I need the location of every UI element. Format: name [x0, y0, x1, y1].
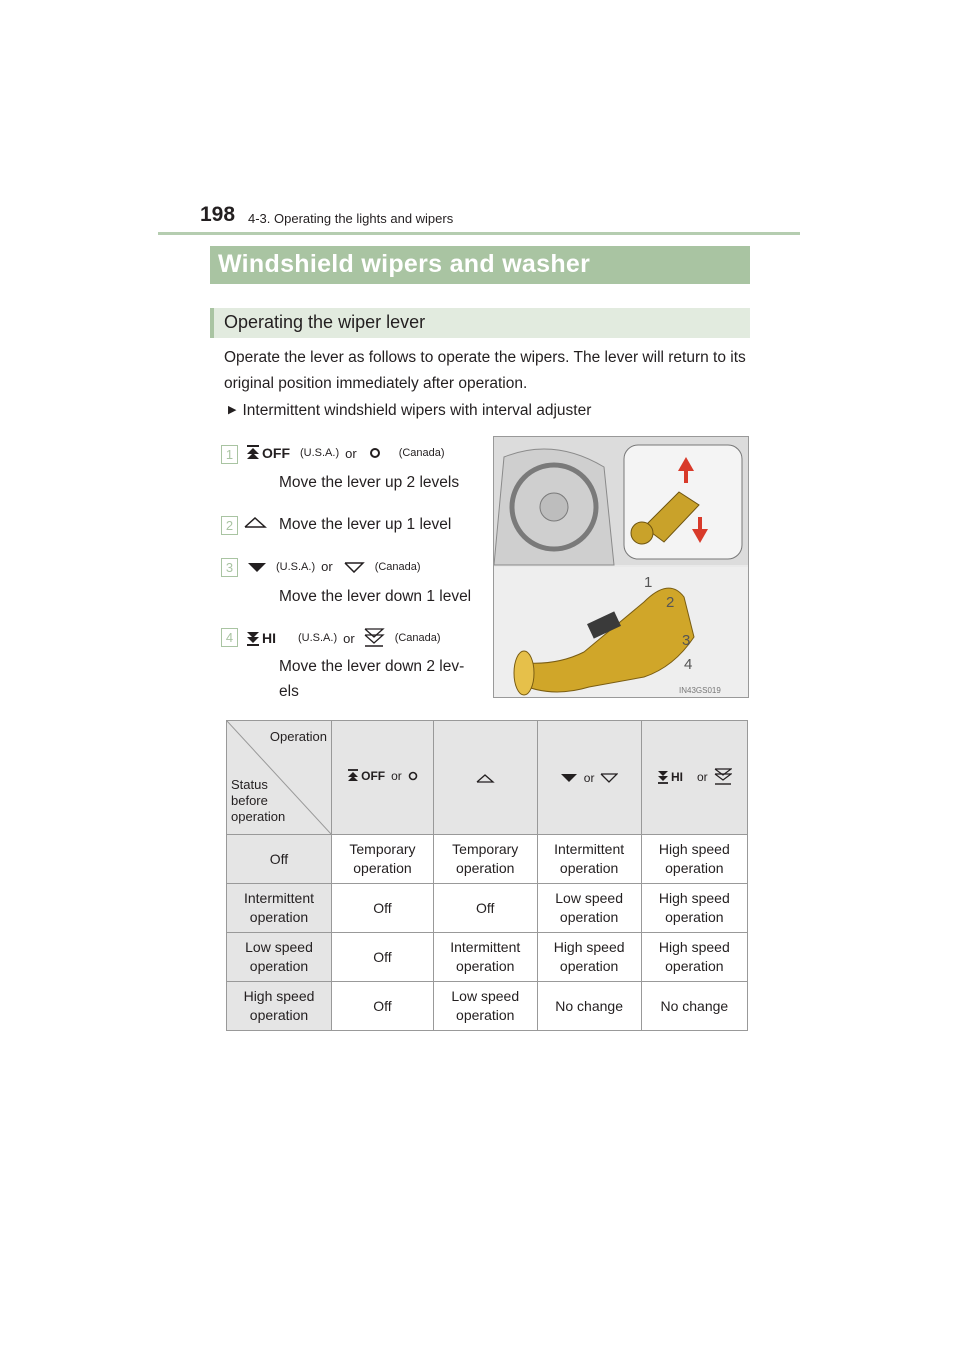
position-number-1: 1 — [221, 445, 238, 464]
hi-symbol-label: HI — [262, 630, 276, 646]
row-status: Intermittent operation — [227, 884, 332, 933]
page-number: 198 — [200, 203, 236, 226]
table-cell: Low speed operation — [537, 884, 641, 933]
intermittent-down-icon — [560, 773, 578, 783]
hi-symbol-label: HI — [671, 770, 683, 784]
wiper-operation-table — [226, 720, 748, 1031]
canada-label: (Canada) — [374, 560, 421, 573]
or-label: or — [343, 630, 355, 646]
off-symbol-label: OFF — [262, 445, 290, 461]
section-title-bar — [210, 246, 750, 284]
table-cell: Intermittent operation — [433, 933, 537, 982]
position-1-description: Move the lever up 2 levels — [279, 474, 460, 491]
wiper-lever-illustration — [493, 436, 749, 698]
mist-up-icon — [243, 516, 267, 528]
intermittent-down-outline-icon — [343, 561, 365, 573]
table-cell: Off — [332, 933, 434, 982]
position-4-description: Move the lever down 2 lev-els — [279, 658, 465, 700]
or-label: or — [583, 770, 595, 785]
position-3-description: Move the lever down 1 level — [279, 588, 472, 605]
table-cell: Off — [332, 982, 434, 1031]
mist-up-icon — [475, 773, 495, 783]
row-status: High speed operation — [227, 982, 332, 1031]
double-down-arrow-icon — [246, 630, 260, 646]
table-cell: Off — [332, 884, 434, 933]
table-row — [227, 835, 748, 884]
table-header-row — [227, 721, 748, 835]
table-cell: No change — [537, 982, 641, 1031]
table-row — [227, 933, 748, 982]
or-label: or — [697, 770, 708, 784]
table-cell: Temporary operation — [332, 835, 434, 884]
svg-text:IN43GS019: IN43GS019 — [679, 686, 721, 695]
or-label: or — [391, 769, 402, 783]
table-cell: High speed operation — [537, 933, 641, 982]
subsection-title: Operating the wiper lever — [224, 312, 426, 332]
table-row — [227, 884, 748, 933]
bullet-triangle-icon: ▶ — [228, 404, 237, 416]
column-header-mist — [433, 721, 537, 835]
table-corner-cell — [227, 721, 332, 835]
table-cell: High speed operation — [641, 884, 747, 933]
position-number-2: 2 — [221, 516, 238, 535]
svg-text:3: 3 — [682, 632, 691, 649]
high-speed-down-outline-icon — [363, 628, 385, 648]
usa-label: (U.S.A.) — [300, 447, 340, 459]
intro-paragraph: Operate the lever as follows to operate the wipers. The lever will return to its original position immediately after operation. — [224, 349, 746, 392]
section-title: Windshield wipers and washer — [218, 250, 591, 278]
table-cell: High speed operation — [641, 933, 747, 982]
chapter-title: 4-3. Operating the lights and wipers — [248, 211, 454, 226]
row-status: Off — [227, 835, 332, 884]
column-header-off — [332, 721, 434, 835]
position-1-symbols — [246, 445, 445, 461]
svg-text:1: 1 — [644, 574, 653, 591]
canada-label: (Canada) — [398, 447, 445, 459]
or-label: or — [345, 445, 357, 461]
off-symbol-label: OFF — [361, 769, 386, 783]
table-cell: No change — [641, 982, 747, 1031]
or-label: or — [321, 559, 333, 574]
table-cell: Low speed operation — [433, 982, 537, 1031]
table-cell: High speed operation — [641, 835, 747, 884]
table-cell: Intermittent operation — [537, 835, 641, 884]
usa-label: (U.S.A.) — [298, 632, 338, 644]
corner-operation-label: Operation — [269, 729, 327, 744]
column-header-intermittent — [537, 721, 641, 835]
table-cell: Off — [433, 884, 537, 933]
usa-label: (U.S.A.) — [276, 560, 316, 573]
position-3-symbols — [246, 559, 421, 574]
lever-illustration-drawing — [494, 437, 748, 697]
off-circle-icon — [369, 447, 381, 459]
row-status: Low speed operation — [227, 933, 332, 982]
svg-text:4: 4 — [684, 656, 693, 673]
column-header-high — [641, 721, 747, 835]
bullet-text: Intermittent windshield wipers with interval adjuster — [242, 402, 592, 419]
position-4-symbols — [246, 628, 441, 648]
corner-status-label: Status before operation — [231, 777, 286, 824]
svg-text:2: 2 — [666, 594, 675, 611]
position-2-description: Move the lever up 1 level — [279, 516, 452, 533]
canada-label: (Canada) — [394, 632, 441, 644]
table-cell: Temporary operation — [433, 835, 537, 884]
header-divider — [158, 232, 800, 235]
intermittent-down-icon — [246, 561, 268, 573]
table-row — [227, 982, 748, 1031]
position-number-4: 4 — [221, 628, 238, 647]
double-up-arrow-icon — [347, 769, 359, 783]
intermittent-down-outline-icon — [600, 773, 618, 783]
double-up-arrow-icon — [246, 445, 260, 461]
subsection-title-bar — [210, 308, 750, 338]
bullet-item — [228, 402, 591, 420]
off-circle-icon — [408, 771, 418, 781]
double-down-arrow-icon — [657, 770, 669, 784]
high-speed-down-outline-icon — [714, 768, 732, 786]
page-header — [200, 203, 800, 233]
position-number-3: 3 — [221, 558, 238, 577]
